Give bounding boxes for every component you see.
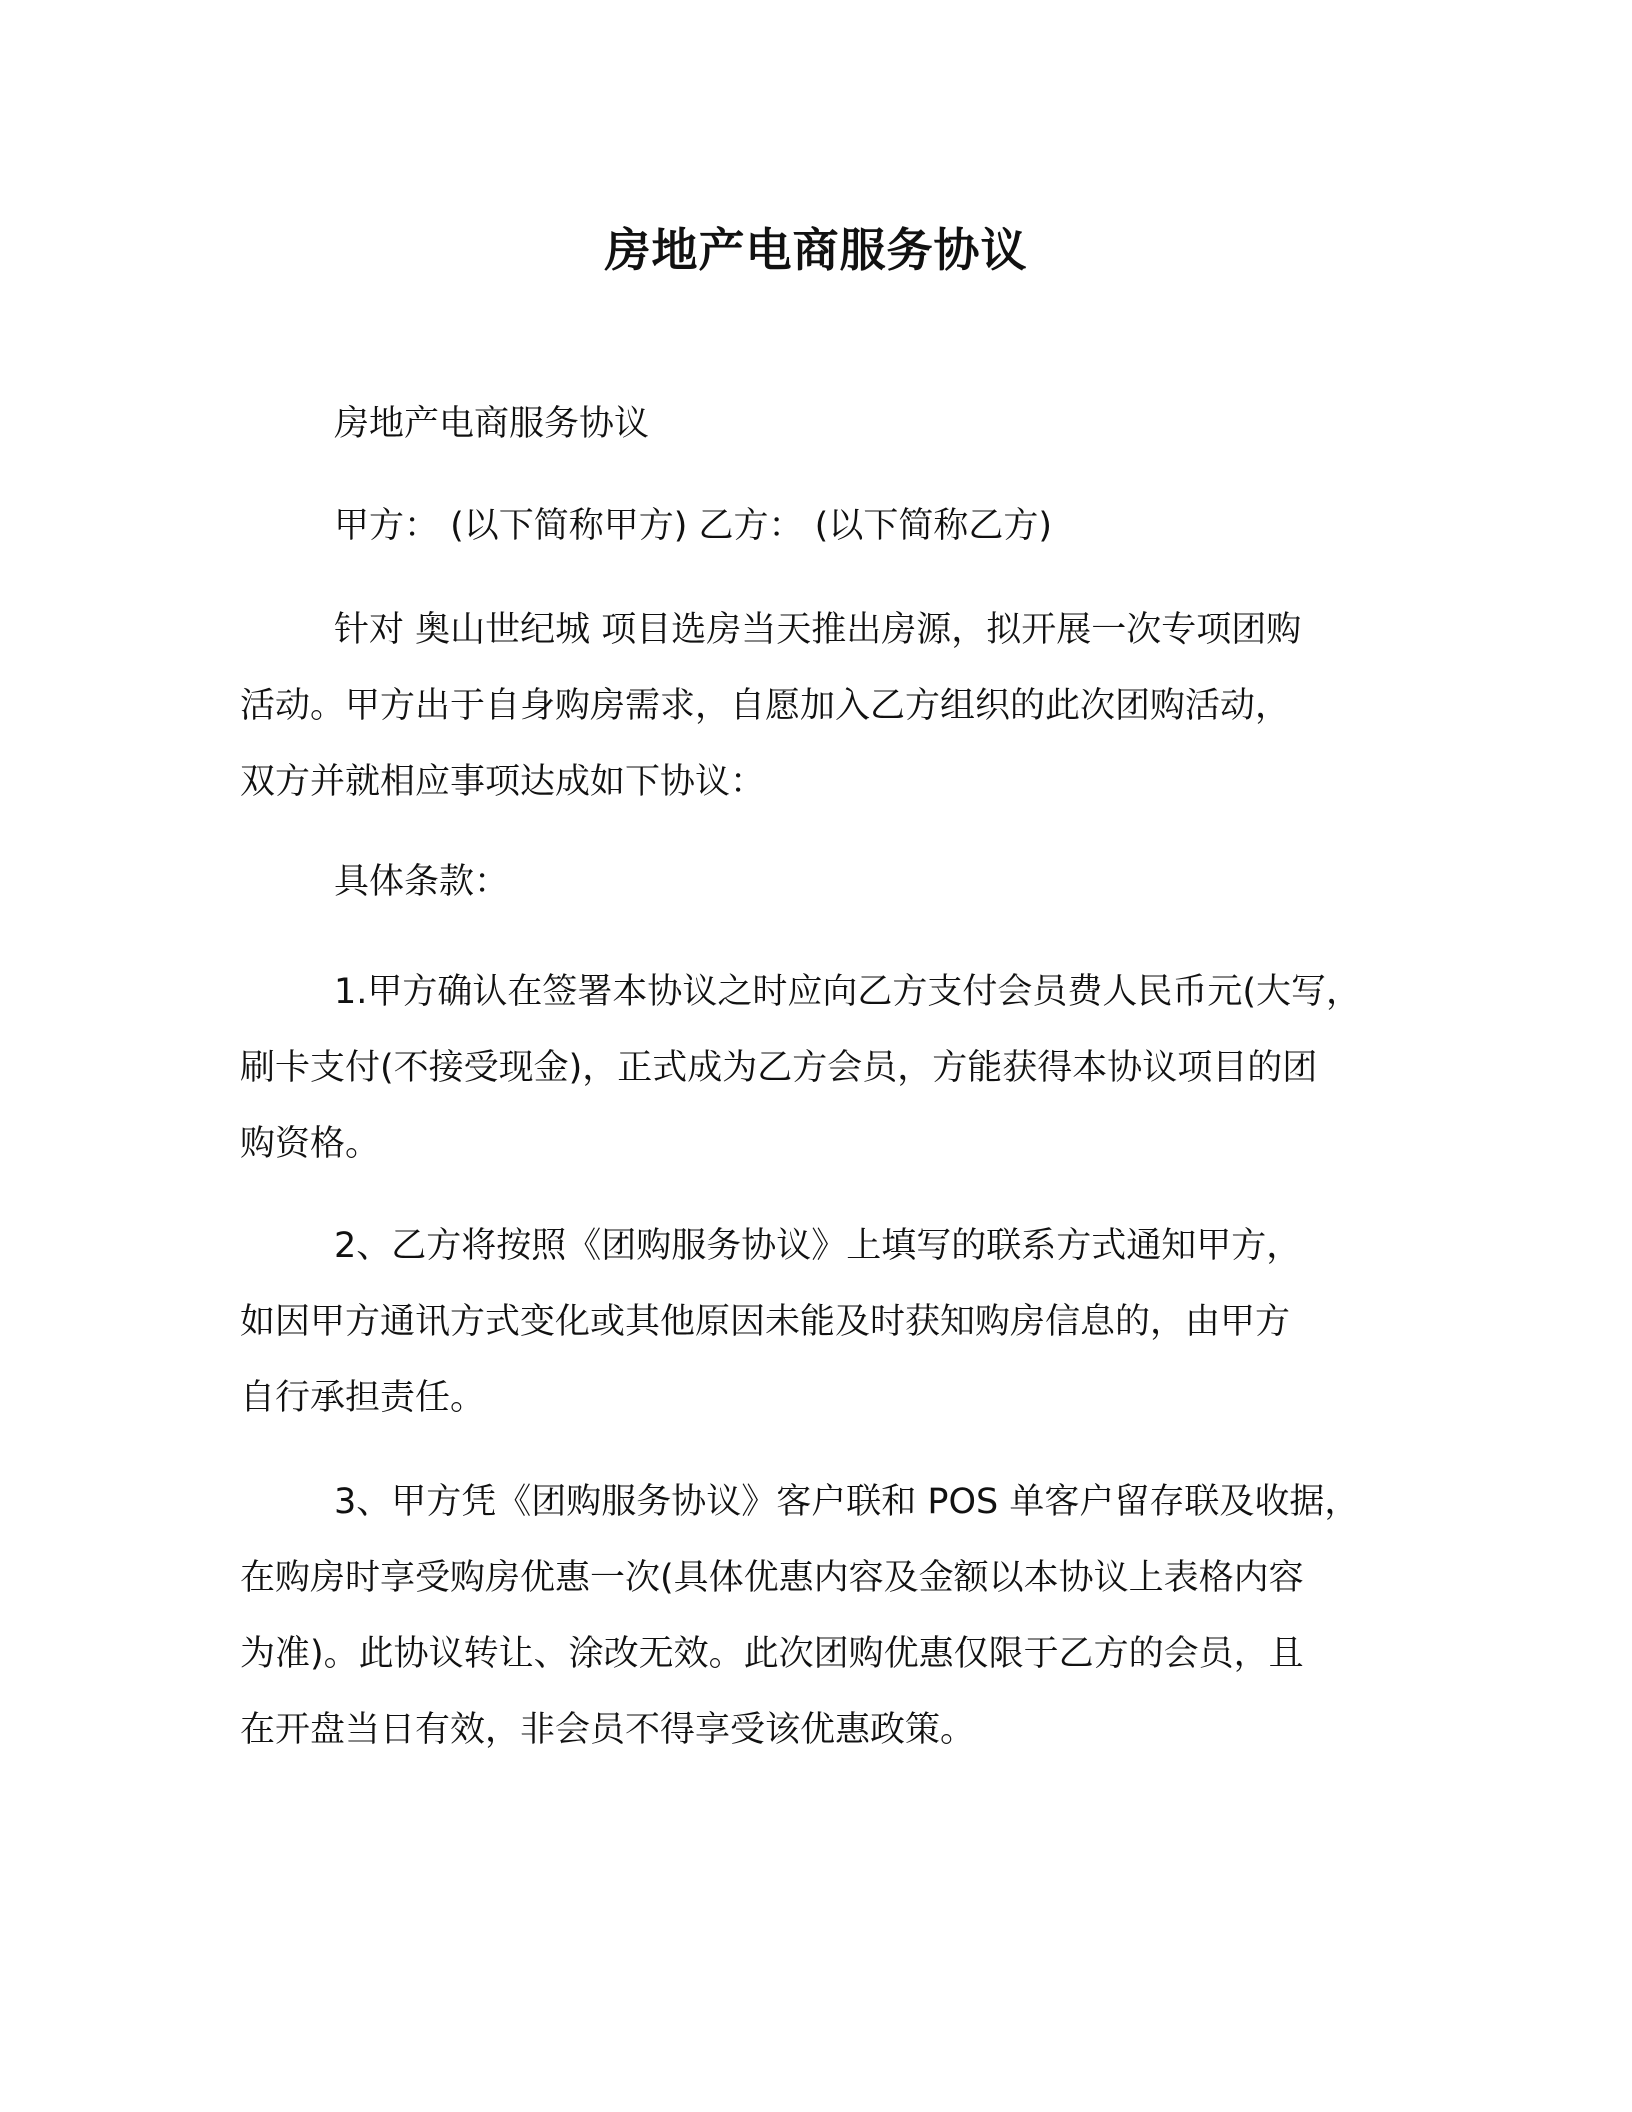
paragraph-clause-1 bbox=[240, 954, 1361, 1182]
paragraph-parties bbox=[240, 488, 1052, 564]
paragraph-line: 针对 奥山世纪城 项目选房当天推出房源，拟开展一次专项团购 bbox=[334, 610, 1302, 650]
paragraph-line: 房地产电商服务协议 bbox=[334, 404, 650, 444]
paragraph-line: 1.甲方确认在签署本协议之时应向乙方支付会员费人民币元(大写， bbox=[334, 972, 1362, 1012]
paragraph-line: 购资格。 bbox=[240, 1124, 381, 1164]
paragraph-line: 在开盘当日有效，非会员不得享受该优惠政策。 bbox=[240, 1710, 976, 1750]
paragraph-line: 具体条款： bbox=[334, 862, 510, 902]
paragraph-line: 活动。甲方出于自身购房需求，自愿加入乙方组织的此次团购活动， bbox=[240, 686, 1291, 726]
paragraph-line: 自行承担责任。 bbox=[240, 1378, 486, 1418]
paragraph-line: 在购房时享受购房优惠一次(具体优惠内容及金额以本协议上表格内容 bbox=[240, 1558, 1304, 1598]
paragraph-intro bbox=[240, 592, 1301, 820]
paragraph-line: 3、甲方凭《团购服务协议》客户联和 POS 单客户留存联及收据， bbox=[334, 1482, 1360, 1522]
paragraph-line: 刷卡支付(不接受现金)，正式成为乙方会员，方能获得本协议项目的团 bbox=[240, 1048, 1318, 1088]
paragraph-line: 甲方： (以下简称甲方) 乙方： (以下简称乙方) bbox=[334, 506, 1052, 546]
paragraph-line: 如因甲方通讯方式变化或其他原因未能及时获知购房信息的，由甲方 bbox=[240, 1302, 1291, 1342]
paragraph-clause-2 bbox=[240, 1208, 1301, 1436]
paragraph-line: 2、乙方将按照《团购服务协议》上填写的联系方式通知甲方， bbox=[334, 1226, 1302, 1266]
paragraph-subtitle bbox=[240, 386, 649, 462]
paragraph-line: 双方并就相应事项达成如下协议： bbox=[240, 762, 766, 802]
paragraph-line: 为准)。此协议转让、涂改无效。此次团购优惠仅限于乙方的会员，且 bbox=[240, 1634, 1304, 1674]
paragraph-terms-heading bbox=[240, 844, 509, 920]
paragraph-clause-3 bbox=[240, 1464, 1359, 1768]
document-title: 房地产电商服务协议 bbox=[604, 223, 1028, 277]
